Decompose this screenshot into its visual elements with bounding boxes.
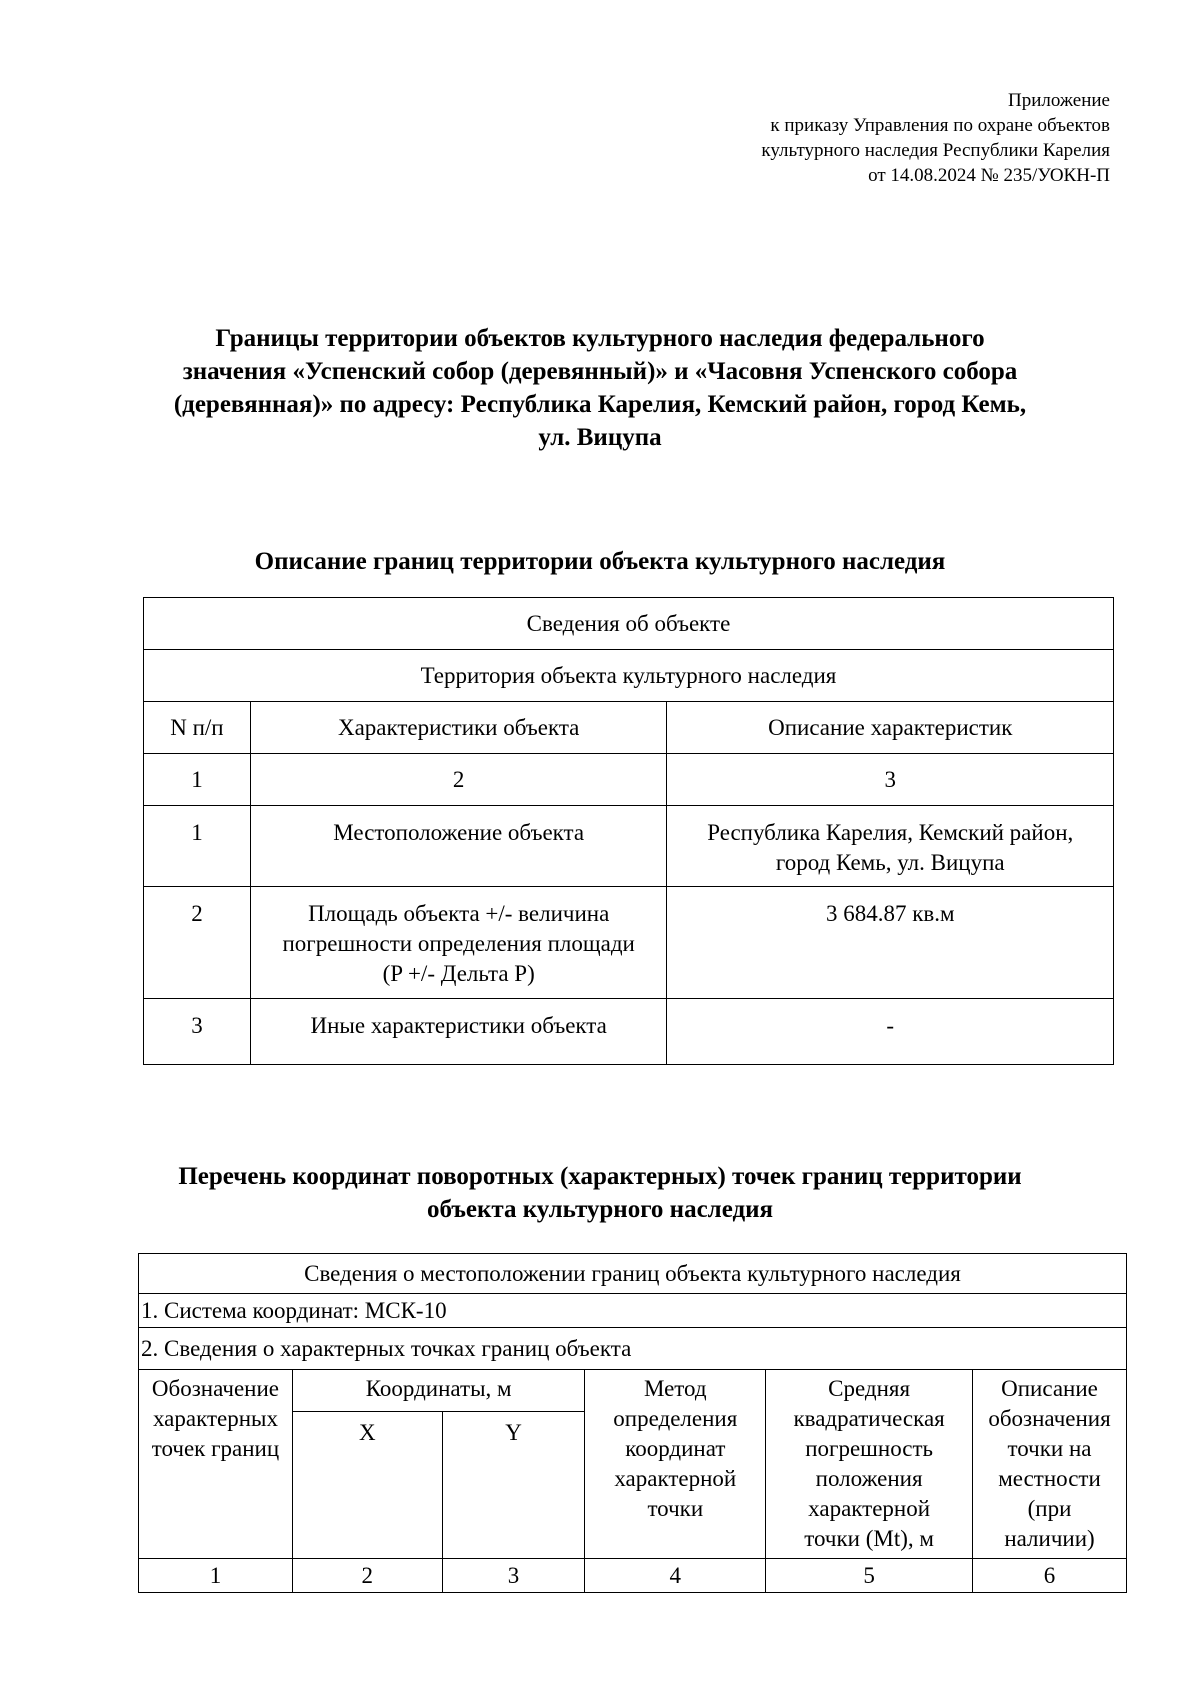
row-description-line: город Кемь, ул. Вицупа xyxy=(775,850,1005,875)
page-title-line: значения «Успенский собор (деревянный)» и «Часовня Успенского собора xyxy=(182,358,1018,385)
column-number: 3 xyxy=(442,1559,585,1593)
row-characteristic-line: (P +/- Дельта P) xyxy=(382,961,535,986)
table-header xyxy=(144,598,1114,650)
column-number: 3 xyxy=(667,754,1114,806)
appendix-line: культурного наследия Республики Карелия xyxy=(761,140,1110,161)
column-header-line: точки (Mt), м xyxy=(804,1526,934,1551)
column-number: 4 xyxy=(585,1559,766,1593)
appendix-line: Приложение xyxy=(1008,90,1110,111)
row-number: 2 xyxy=(144,887,251,999)
row-number: 1 xyxy=(144,806,251,887)
column-header-line: местности xyxy=(998,1466,1101,1491)
column-header-line: обозначения xyxy=(988,1406,1111,1431)
column-header: Координаты, м xyxy=(292,1370,584,1412)
column-header-line: наличии) xyxy=(1004,1526,1095,1551)
row-description xyxy=(667,806,1114,887)
column-number: 5 xyxy=(766,1559,973,1593)
column-header-line: координат xyxy=(625,1436,726,1461)
row-characteristic-line: погрешности определения площади xyxy=(282,931,635,956)
row-description: - xyxy=(667,999,1114,1065)
column-number: 1 xyxy=(139,1559,293,1593)
object-description-table xyxy=(143,597,1114,1065)
column-number: 2 xyxy=(292,1559,442,1593)
points-info: 2. Сведения о характерных точках границ объекта xyxy=(139,1328,1127,1370)
column-header-line: квадратическая xyxy=(793,1406,945,1431)
column-header-line: Средняя xyxy=(828,1376,911,1401)
table-row xyxy=(144,999,1114,1065)
section1-title xyxy=(100,545,1100,578)
row-description-line: Республика Карелия, Кемский район, xyxy=(707,820,1074,845)
section2-title-line: объекта культурного наследия xyxy=(426,1196,774,1223)
column-header-y: Y xyxy=(442,1412,585,1559)
column-header-line: точек границ xyxy=(151,1436,280,1461)
row-description: 3 684.87 кв.м xyxy=(667,887,1114,999)
section1-title-line: Описание границ территории объекта культурного наследия xyxy=(254,548,946,575)
column-header-line: Обозначение xyxy=(151,1376,280,1401)
column-header-line: положения xyxy=(815,1466,923,1491)
table-row xyxy=(144,887,1114,999)
row-characteristic: Иные характеристики объекта xyxy=(250,999,667,1065)
column-header: N п/п xyxy=(144,702,251,754)
appendix-line: от 14.08.2024 № 235/УОКН-П xyxy=(868,165,1110,186)
page-title-line: ул. Вицупа xyxy=(538,424,662,451)
table-row xyxy=(144,806,1114,887)
column-number: 2 xyxy=(250,754,667,806)
coordinate-system: 1. Система координат: МСК-10 xyxy=(139,1294,1127,1328)
column-header-line: точки xyxy=(647,1496,704,1521)
column-header xyxy=(766,1370,973,1559)
column-header xyxy=(585,1370,766,1559)
column-header-line: Метод xyxy=(643,1376,707,1401)
page-title-line: Границы территории объектов культурного наследия федерального xyxy=(215,325,985,352)
row-characteristic: Местоположение объекта xyxy=(250,806,667,887)
column-header-line: характерной xyxy=(808,1496,931,1521)
column-header-line: Описание xyxy=(1001,1376,1098,1401)
column-number: 6 xyxy=(973,1559,1127,1593)
column-header-line: погрешность xyxy=(805,1436,934,1461)
column-header xyxy=(973,1370,1127,1559)
column-number: 1 xyxy=(144,754,251,806)
row-characteristic xyxy=(250,887,667,999)
column-header xyxy=(139,1370,293,1559)
column-header: Характеристики объекта xyxy=(250,702,667,754)
column-header-line: определения xyxy=(613,1406,738,1431)
coordinates-table xyxy=(138,1253,1127,1593)
column-header: Описание характеристик xyxy=(667,702,1114,754)
row-characteristic-line: Площадь объекта +/- величина xyxy=(308,901,610,926)
table-header: Сведения о местоположении границ объекта культурного наследия xyxy=(139,1254,1127,1294)
page-title xyxy=(100,322,1100,454)
column-header-x: X xyxy=(292,1412,442,1559)
row-number: 3 xyxy=(144,999,251,1065)
column-header-line: точки на xyxy=(1007,1436,1092,1461)
column-header-line: (при xyxy=(1027,1496,1072,1521)
section2-title-line: Перечень координат поворотных (характерных) точек границ территории xyxy=(178,1163,1022,1190)
page-title-line: (деревянная)» по адресу: Республика Карелия, Кемский район, город Кемь, xyxy=(173,391,1027,418)
column-header-line: характерных xyxy=(152,1406,278,1431)
table-subheader xyxy=(144,650,1114,702)
section2-title xyxy=(100,1160,1100,1226)
appendix-line: к приказу Управления по охране объектов xyxy=(770,115,1110,136)
table-subheader-text: Территория объекта культурного наследия xyxy=(420,662,837,688)
appendix-header xyxy=(761,88,1110,188)
column-header-line: характерной xyxy=(614,1466,737,1491)
table-header-text: Сведения об объекте xyxy=(526,610,731,636)
